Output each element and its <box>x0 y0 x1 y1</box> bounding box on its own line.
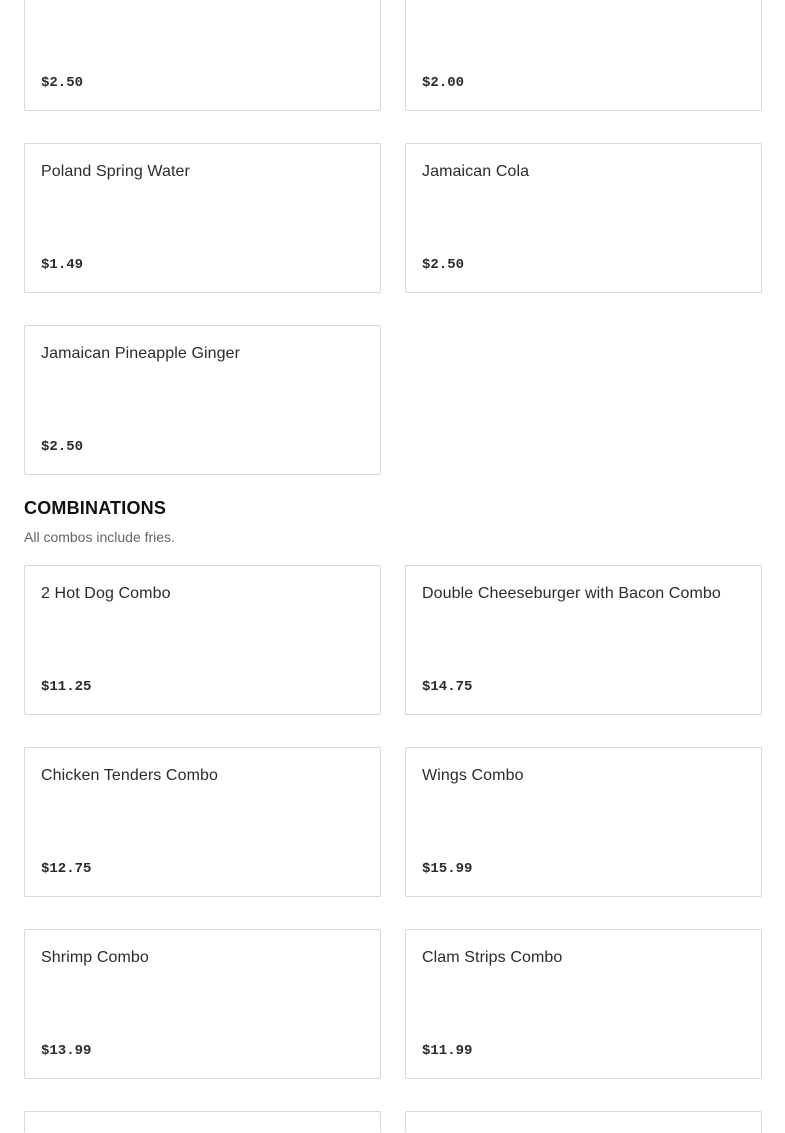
menu-item-card[interactable] <box>405 929 762 1079</box>
menu-item-price: $2.50 <box>422 257 465 273</box>
menu-item-price: $2.50 <box>41 439 84 455</box>
section-description: All combos include fries. <box>24 529 175 545</box>
menu-item-name: Shrimp Combo <box>41 949 149 966</box>
menu-item-price: $2.00 <box>422 75 465 91</box>
menu-item-name: Wings Combo <box>422 767 524 784</box>
menu-item-name: Clam Strips Combo <box>422 949 563 966</box>
menu-item-name: Jamaican Cola <box>422 163 530 180</box>
menu-item-name: Chicken Tenders Combo <box>41 767 219 784</box>
menu-item-price: $11.99 <box>422 1043 473 1059</box>
menu-item-name: Poland Spring Water <box>41 163 190 180</box>
menu-item-price: $1.49 <box>41 257 84 273</box>
menu-item-price: $14.75 <box>422 679 473 695</box>
menu-item-card[interactable] <box>405 1111 762 1133</box>
menu-item-card[interactable] <box>24 1111 381 1133</box>
menu-item-price: $13.99 <box>41 1043 92 1059</box>
menu-item-card[interactable] <box>405 565 762 715</box>
menu-item-card[interactable] <box>24 0 381 111</box>
section-title: COMBINATIONS <box>24 498 167 518</box>
menu-item-card[interactable] <box>24 565 381 715</box>
menu-item-card[interactable] <box>24 143 381 293</box>
menu-item-card[interactable] <box>405 747 762 897</box>
menu-item-card[interactable] <box>405 143 762 293</box>
menu-item-price: $15.99 <box>422 861 473 877</box>
menu-item-name: 2 Hot Dog Combo <box>41 585 171 602</box>
menu-item-card[interactable] <box>24 747 381 897</box>
menu-item-name: Jamaican Pineapple Ginger <box>41 345 241 362</box>
menu-item-name: Double Cheeseburger with Bacon Combo <box>422 585 721 602</box>
menu-item-price: $2.50 <box>41 75 84 91</box>
menu-item-card[interactable] <box>24 929 381 1079</box>
menu-item-price: $11.25 <box>41 679 92 695</box>
menu-item-price: $12.75 <box>41 861 92 877</box>
menu-item-card[interactable] <box>24 325 381 475</box>
menu-item-card[interactable] <box>405 0 762 111</box>
